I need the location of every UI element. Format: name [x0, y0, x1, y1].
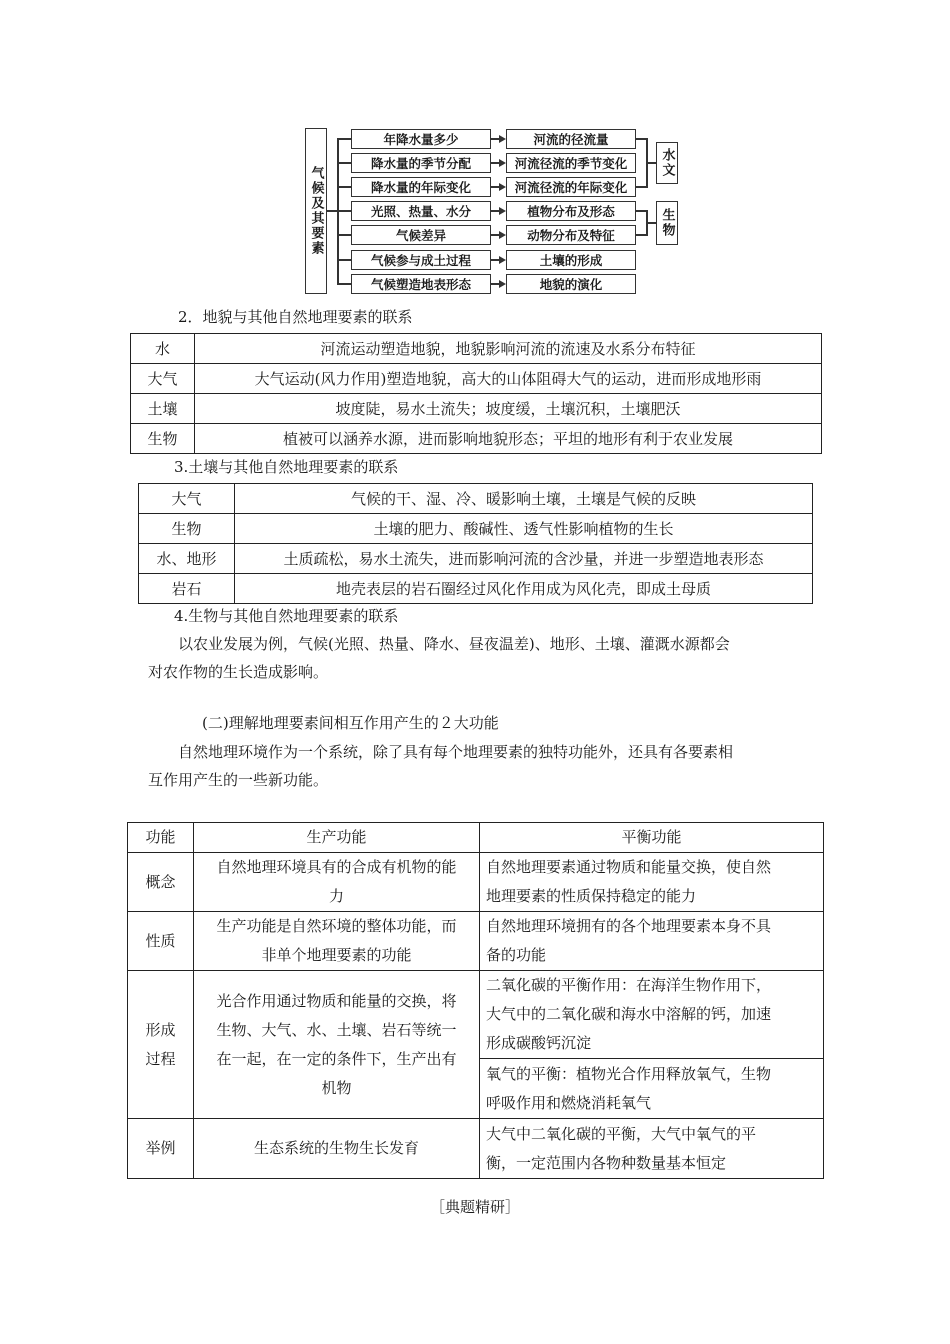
- cell-line: 备的功能: [486, 946, 547, 964]
- branch-7: [337, 283, 351, 285]
- part2-paragraph-line2: 互作用产生的一些新功能。: [148, 771, 329, 789]
- arrow-head: [499, 256, 506, 264]
- table-row: [139, 514, 813, 544]
- row-value: 大气运动(风力作用)塑造地貌，高大的山体阻碍大气的运动，进而形成地形雨: [195, 364, 822, 394]
- arrow-line: [491, 210, 499, 212]
- functions-table: [127, 822, 824, 1179]
- factor-box: 降水量的季节分配: [351, 153, 491, 173]
- arrow-line: [491, 234, 499, 236]
- effect-box: 植物分布及形态: [506, 201, 636, 221]
- arrow-line: [491, 138, 499, 140]
- factor-box: 气候塑造地表形态: [351, 274, 491, 294]
- section4-heading: 4.生物与其他自然地理要素的联系: [174, 607, 399, 625]
- factor-box: 气候差异: [351, 225, 491, 245]
- group-biology-box: 生物: [656, 201, 678, 245]
- part2-heading: (二)理解地理要素间相互作用产生的２大功能: [202, 714, 499, 732]
- effect-box: 动物分布及特征: [506, 225, 636, 245]
- arrow-line: [491, 162, 499, 164]
- effect-box: 河流的径流量: [506, 129, 636, 149]
- cell-line: 光合作用通过物质和能量的交换，将: [216, 991, 457, 1010]
- group-hydrology-box: 水文: [656, 142, 678, 184]
- row-value: 坡度陡，易水土流失；坡度缓，土壤沉积，土壤肥沃: [195, 394, 822, 424]
- factor-box: 气候参与成土过程: [351, 250, 491, 270]
- row-value: 土质疏松，易水土流失，进而影响河流的含沙量，并进一步塑造地表形态: [235, 544, 813, 574]
- cell-line: 过程: [145, 1049, 176, 1068]
- factor-box: 降水量的年际变化: [351, 177, 491, 197]
- row-key: 生物: [139, 514, 235, 544]
- example-balance: [480, 1119, 824, 1179]
- process-balance-co2: [480, 971, 824, 1059]
- branch-2: [337, 162, 351, 164]
- table-row: [139, 544, 813, 574]
- cell-line: 生物、大气、水、土壤、岩石等统一: [216, 1020, 457, 1039]
- row-value: 气候的干、湿、冷、暖影响土壤，土壤是气候的反映: [235, 484, 813, 514]
- branch-5: [337, 234, 351, 236]
- arrow-line: [491, 283, 499, 285]
- table-row: [139, 574, 813, 604]
- cell-line: 在一起，在一定的条件下，生产出有: [216, 1049, 457, 1068]
- branch-4: [337, 210, 351, 212]
- table-row: [128, 853, 824, 912]
- cell-line: 大气中的二氧化碳和海水中溶解的钙，加速: [486, 1005, 772, 1023]
- climate-relations-diagram: [305, 128, 685, 294]
- arrow-head: [499, 231, 506, 239]
- arrow-head: [499, 159, 506, 167]
- section4-paragraph-line1: 以农业发展为例，气候(光照、热量、降水、昼夜温差)、地形、土壤、灌溉水源都会: [178, 635, 730, 653]
- row-key: 大气: [131, 364, 195, 394]
- section3-heading: 3.土壤与其他自然地理要素的联系: [174, 458, 399, 476]
- bracket-hydro: [646, 162, 656, 164]
- footer-section-title: ［典题精研］: [430, 1198, 521, 1216]
- nature-balance: [480, 912, 824, 971]
- concept-balance: [480, 853, 824, 912]
- table-row: [128, 912, 824, 971]
- cell-line: 机物: [321, 1078, 352, 1097]
- effect-box: 河流径流的季节变化: [506, 153, 636, 173]
- cell-line: 自然地理环境具有的合成有机物的能: [216, 858, 457, 876]
- cell-line: 大气中二氧化碳的平衡，大气中氧气的平: [486, 1124, 757, 1143]
- example-production: 生态系统的生物生长发育: [194, 1119, 480, 1179]
- soil-relations-table: [138, 483, 813, 604]
- row-value: 河流运动塑造地貌，地貌影响河流的流速及水系分布特征: [195, 334, 822, 364]
- cell-line: 力: [328, 887, 344, 905]
- cell-line: 呼吸作用和燃烧消耗氧气: [486, 1093, 652, 1112]
- diagram-root-box: 气候及其要素: [305, 128, 327, 294]
- row-key: [128, 971, 194, 1119]
- cell-line: 氧气的平衡：植物光合作用释放氧气，生物: [486, 1064, 772, 1083]
- header-production: 生产功能: [194, 823, 480, 853]
- cell-line: 形成碳酸钙沉淀: [486, 1034, 592, 1052]
- bracket-hydro: [636, 138, 646, 140]
- bracket-bio: [636, 234, 646, 236]
- section4-paragraph-line2: 对农作物的生长造成影响。: [148, 663, 329, 681]
- header-function: 功能: [128, 823, 194, 853]
- table-row: [128, 1119, 824, 1179]
- branch-1: [337, 138, 351, 140]
- process-production: [194, 971, 480, 1119]
- cell-line: 形成: [145, 1020, 176, 1039]
- factor-box: 年降水量多少: [351, 129, 491, 149]
- process-balance-o2: [480, 1059, 824, 1119]
- row-key: 岩石: [139, 574, 235, 604]
- cell-line: 生产功能是自然环境的整体功能，而: [216, 917, 457, 935]
- table-row: [131, 394, 822, 424]
- row-value: 地壳表层的岩石圈经过风化作用成为风化壳，即成土母质: [235, 574, 813, 604]
- table-row: [131, 334, 822, 364]
- diagram-trunk-line: [327, 210, 337, 212]
- bracket-bio: [636, 210, 646, 212]
- cell-line: 非单个地理要素的功能: [261, 946, 412, 964]
- landform-relations-table: [130, 333, 822, 454]
- nature-production: [194, 912, 480, 971]
- cell-line: 自然地理要素通过物质和能量交换，使自然: [486, 858, 772, 876]
- table-row: [131, 364, 822, 394]
- effect-box: 土壤的形成: [506, 250, 636, 270]
- row-key: 举例: [128, 1119, 194, 1179]
- cell-line: 地理要素的性质保持稳定的能力: [486, 887, 697, 905]
- row-key: 大气: [139, 484, 235, 514]
- header-balance: 平衡功能: [480, 823, 824, 853]
- row-value: 土壤的肥力、酸碱性、透气性影响植物的生长: [235, 514, 813, 544]
- factor-box: 光照、热量、水分: [351, 201, 491, 221]
- arrow-head: [499, 207, 506, 215]
- arrow-line: [491, 259, 499, 261]
- row-key: 性质: [128, 912, 194, 971]
- cell-line: 自然地理环境拥有的各个地理要素本身不具: [486, 917, 772, 935]
- bracket-bio: [646, 222, 656, 224]
- row-key: 土壤: [131, 394, 195, 424]
- section2-heading: 2．地貌与其他自然地理要素的联系: [178, 308, 413, 326]
- table-row: [128, 971, 824, 1059]
- table-header-row: [128, 823, 824, 853]
- arrow-head: [499, 135, 506, 143]
- concept-production: [194, 853, 480, 912]
- cell-line: 衡，一定范围内各物种数量基本恒定: [486, 1153, 727, 1172]
- row-key: 生物: [131, 424, 195, 454]
- row-key: 水、地形: [139, 544, 235, 574]
- arrow-head: [499, 280, 506, 288]
- effect-box: 地貌的演化: [506, 274, 636, 294]
- part2-paragraph-line1: 自然地理环境作为一个系统，除了具有每个地理要素的独特功能外，还具有各要素相: [178, 743, 734, 761]
- branch-6: [337, 259, 351, 261]
- effect-box: 河流径流的年际变化: [506, 177, 636, 197]
- table-row: [131, 424, 822, 454]
- row-key: 水: [131, 334, 195, 364]
- arrow-head: [499, 183, 506, 191]
- branch-3: [337, 186, 351, 188]
- row-value: 植被可以涵养水源，进而影响地貌形态；平坦的地形有利于农业发展: [195, 424, 822, 454]
- bracket-hydro: [636, 186, 646, 188]
- table-row: [139, 484, 813, 514]
- cell-line: 二氧化碳的平衡作用：在海洋生物作用下，: [486, 976, 772, 994]
- row-key: 概念: [128, 853, 194, 912]
- arrow-line: [491, 186, 499, 188]
